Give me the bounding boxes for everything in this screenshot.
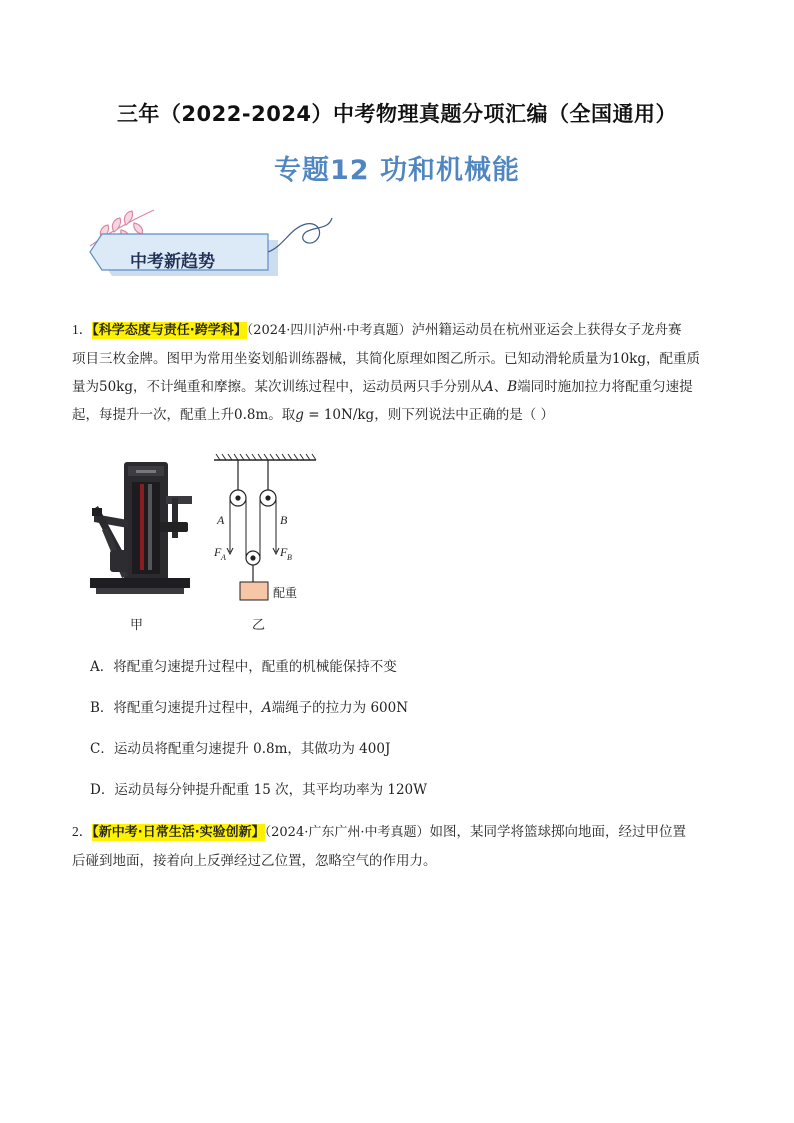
question-1-line-4: 起，每提升一次，配重上升0.8m。取g = 10N/kg，则下列说法中正确的是（ ） — [72, 407, 554, 423]
label-FA-sub: A — [221, 553, 226, 562]
figure-jia-rowing-machine — [88, 458, 200, 608]
question-source: （2024·广东广州·中考真题） — [264, 825, 430, 840]
section-banner — [84, 206, 334, 286]
label-counterweight: 配重 — [273, 586, 298, 600]
counterweight — [240, 582, 268, 600]
force-arrow-A — [227, 538, 233, 554]
question-text: 如图，某同学将篮球掷向地面，经过甲位置 — [429, 824, 686, 840]
movable-pulley — [246, 551, 260, 565]
var-g: g — [295, 407, 304, 423]
question-number: 2． — [72, 824, 93, 839]
force-arrow-B — [273, 538, 279, 554]
label-FA: F — [214, 545, 222, 559]
label-A: A — [217, 513, 225, 527]
question-1-line-3: 量为50kg，不计绳重和摩擦。某次训练过程中，运动员两只手分别从A、B端同时施加拉力将配重匀速提 — [72, 379, 693, 395]
var-B: B — [507, 379, 518, 395]
label-B: B — [280, 513, 288, 527]
figure-jia-caption: 甲 — [130, 618, 144, 633]
option-a[interactable]: A．将配重匀速提升过程中，配重的机械能保持不变 — [90, 659, 397, 675]
question-1 — [72, 316, 732, 429]
question-1-line-1 — [72, 316, 732, 345]
document-title: 三年（2022-2024）中考物理真题分项汇编（全国通用） — [116, 102, 678, 126]
fixed-pulley-right — [260, 490, 276, 506]
banner-label: 中考新趋势 — [130, 252, 215, 272]
fixed-pulley-left — [230, 490, 246, 506]
label-FB-sub: B — [287, 553, 292, 562]
option-c[interactable]: C．运动员将配重匀速提升 0.8m，其做功为 400J — [90, 741, 391, 757]
topic-title: 专题12 功和机械能 — [274, 155, 520, 186]
question-2 — [72, 818, 732, 875]
question-text: 泸州籍运动员在杭州亚运会上获得女子龙舟赛 — [411, 322, 682, 338]
question-2-line-2: 后碰到地面，接着向上反弹经过乙位置，忽略空气的作用力。 — [72, 853, 437, 869]
figure-yi-pulley-diagram — [210, 452, 320, 612]
question-source: （2024·四川泸州·中考真题） — [246, 323, 412, 338]
label-FB: F — [280, 545, 288, 559]
question-1-line-2: 项目三枚金牌。图甲为常用坐姿划船训练器械，其简化原理如图乙所示。已知动滑轮质量为10kg，配重质 — [72, 351, 700, 367]
question-number: 1． — [72, 322, 93, 337]
question-tag: 【科学态度与责任·跨学科】 — [92, 323, 247, 338]
var-A: A — [261, 700, 272, 716]
option-d[interactable]: D．运动员每分钟提升配重 15 次，其平均功率为 120W — [90, 782, 428, 798]
option-b[interactable]: B．将配重匀速提升过程中，A端绳子的拉力为 600N — [90, 700, 409, 716]
question-tag: 【新中考·日常生活·实验创新】 — [92, 825, 265, 840]
figure-yi-caption: 乙 — [252, 618, 266, 633]
var-A: A — [484, 379, 494, 395]
question-2-line-1 — [72, 818, 732, 847]
ceiling-hatch — [216, 454, 316, 460]
